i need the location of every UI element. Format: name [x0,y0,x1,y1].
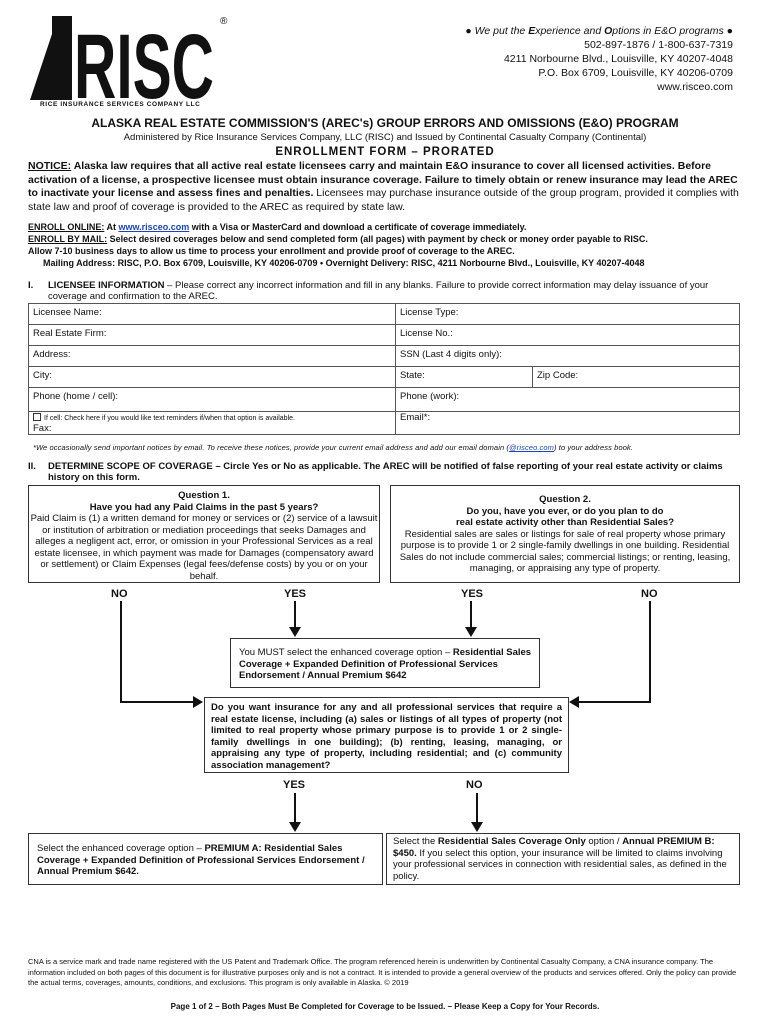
po-box-address: P.O. Box 6709, Louisville, KY 40206-0709 [538,67,733,79]
arrow-right-icon [193,696,203,708]
section-2-heading: II. DETERMINE SCOPE OF COVERAGE – Circle Yes or No as applicable. The AREC will be notified of false reporting of your real estate activity or claims history on this form. [28,461,723,483]
text-reminder-checkbox[interactable] [33,413,41,421]
flow-line-q1-yes [294,601,296,628]
license-no-field[interactable]: License No.: [396,325,740,346]
flow-line-q3-no [476,793,478,823]
any-all-services-question-box: Do you want insurance for any and all professional services that require a real estate license, including (a) sales or listings of all types of property (not limited to real property whose primary purpose is to provide 1 or 2 single-family dwellings in one building); (b) renting, leasing, managing, or appraising any type of property, including residential; and (c) community association management? [204,697,569,773]
q3-no-option[interactable]: NO [466,779,483,791]
email-domain-link[interactable]: @risceo.com [509,443,555,452]
notice-label: NOTICE: [28,160,72,172]
notice-bold-text: Alaska law requires that all active real estate licensees carry and maintain E&O insurance to cover all licensed activities. Before activation of a license, a prospective licensee must obtain insurance coverage. Failure to timely obtain or renew insurance may lead the AREC to inactivate your license and assess fines and penalties. [28,160,738,199]
arrow-down-icon [471,822,483,832]
question-1-title: Question 1. [178,490,230,501]
q1-no-option[interactable]: NO [111,588,128,600]
fax-cell [29,412,396,435]
q3-yes-option[interactable]: YES [283,779,306,791]
tagline: ● We put the Experience and Options in E&O programs ● [465,25,733,37]
question-1-desc: Paid Claim is (1) a written demand for money or services or (2) service of a lawsuit or institution of arbitration or mediation proceedings that seeks Damages and alleges a negligent act, error, or omission in your Professional Services as a real estate licensee, in which payment was made for Damages (compensatory award or settlement) or Claim Expenses (legal fees/defense costs) by you or on your behalf. [30,513,378,582]
question-2-text-2: real estate activity other than Residential Sales? [455,517,675,528]
email-footnote: *We occasionally send important notices by email. To receive these notices, provide your current email address and add our email domain (@risceo.com) to your address book. [33,443,634,452]
licensee-name-field[interactable]: Licensee Name: [29,304,396,325]
notice-paragraph [28,160,744,214]
question-2-desc: Residential sales are sales or listings for sale of real property whose primary purpose is to provide 1 or 2 single-family dwellings in one building. Residential Sales do not include commercial sales; commercial listings; or renting, leasing, managing, or appraising any type of property. [399,528,731,574]
address-field[interactable]: Address: [29,346,396,367]
section-1-heading: I. LICENSEE INFORMATION – Please correct any incorrect information and fill in any blanks. Failure to provide correct information may delay issuance of your coverage and confirmation to the AREC. [28,280,709,302]
phone-work-field[interactable]: Phone (work): [396,388,740,412]
question-2-title: Question 2. [539,494,591,505]
risc-logo [30,14,235,114]
q2-no-option[interactable]: NO [641,588,658,600]
flow-line-right-horizontal [576,701,651,703]
arrow-left-icon [569,696,579,708]
risc-logo-mark [30,14,230,100]
risceo-link[interactable]: www.risceo.com [118,222,190,232]
premium-b-box[interactable]: Select the Residential Sales Coverage Only option / Annual PREMIUM B: $450. If you select this option, your insurance will be limited to claims involving your professional services in connection with residential sales, as defined in the policy. [386,833,740,885]
phone-home-field[interactable]: Phone (home / cell): [29,388,396,412]
phone-numbers: 502-897-1876 / 1-800-637-7319 [584,39,733,51]
svg-text:RISC: RISC [74,16,214,100]
ssn-field[interactable]: SSN (Last 4 digits only): [396,346,740,367]
arrow-down-icon [289,627,301,637]
firm-field[interactable]: Real Estate Firm: [29,325,396,346]
enroll-instructions: ENROLL ONLINE: At www.risceo.com with a Visa or MasterCard and download a certificate of coverage immediately. ENROLL BY MAIL: Select desired coverages below and send completed form (all pages) with payment by check or money order payable to RISC. Allow 7-10 business days to allow us time to process your enrollment and provide proof of coverage to the AREC. Mailing Address: RISC, P.O. Box 6709, Louisville, KY 40206-0709 • Overnight Delivery: RISC, 4211 Norbourne Blvd., Louisville, KY 40207-4048 [28,221,744,269]
flow-line-left-horizontal [120,701,197,703]
question-2-text-1: Do you, have you ever, or do you plan to do [466,505,664,517]
contact-block [465,24,733,94]
flow-line-q3-yes [294,793,296,823]
arrow-down-icon [465,627,477,637]
registered-mark: ® [220,16,228,27]
flow-line-q1-no [120,601,122,702]
q1-yes-option[interactable]: YES [284,588,307,600]
premium-a-box[interactable]: Select the enhanced coverage option – PREMIUM A: Residential Sales Coverage + Expanded Definition of Professional Services Endorsement / Annual Premium $642. [28,833,383,885]
notice-normal-text: Licensees may purchase insurance outside of the group program, provided it complies with state law and proof of coverage is provided to the AREC as required by state law. [28,187,739,213]
enroll-mail-label: ENROLL BY MAIL: [28,234,108,244]
state-field[interactable]: State: [396,367,533,388]
mailing-address: Mailing Address: RISC, P.O. Box 6709, Louisville, KY 40206-0709 • Overnight Delivery: RISC, 4211 Norbourne Blvd., Louisville, KY 40207-4048 [43,258,645,268]
street-address: 4211 Norbourne Blvd., Louisville, KY 40207-4048 [503,53,733,65]
enroll-online-label: ENROLL ONLINE: [28,222,105,232]
question-2-box [390,485,740,583]
zip-field[interactable]: Zip Code: [533,367,740,388]
page-title: ALASKA REAL ESTATE COMMISSION'S (AREC's) GROUP ERRORS AND OMISSIONS (E&O) PROGRAM [91,116,679,130]
fax-field[interactable]: Fax: [33,423,52,434]
enroll-processing-time: Allow 7-10 business days to allow us time to process your enrollment and provide proof of coverage to the AREC. [28,246,515,256]
license-type-field[interactable]: License Type: [396,304,740,325]
flow-line-q2-no [649,601,651,702]
administered-by: Administered by Rice Insurance Services Company, LLC (RISC) and Issued by Continental Casualty Company (Continental) [123,132,647,143]
cna-disclaimer: CNA is a service mark and trade name registered with the US Patent and Trademark Office. The program referenced herein is underwritten by Continental Casualty Company, a CNA insurance company. The information included on both pages of this document is for illustrative purposes only and is not a contract. It is intended to provide a general overview of the products and services offered. Only the policy can provide the actual terms, coverages, amounts, conditions, and exclusions. This program is only available in Alaska. © 2019 [28,957,737,987]
form-name: ENROLLMENT FORM – PRORATED [275,146,495,158]
flow-line-q2-yes [470,601,472,628]
q2-yes-option[interactable]: YES [461,588,484,600]
city-field[interactable]: City: [29,367,396,388]
licensee-info-table [28,303,740,435]
page-footer: Page 1 of 2 – Both Pages Must Be Completed for Coverage to be Issued. – Please Keep a Copy for Your Records. [170,1002,600,1011]
logo-subtitle: RICE INSURANCE SERVICES COMPANY LLC [40,101,201,108]
question-1-box [28,485,380,583]
email-field[interactable]: Email*: [396,412,740,435]
question-1-text: Have you had any Paid Claims in the past 5 years? [89,501,319,513]
text-reminder-label: If cell: Check here if you would like text reminders if/when that option is available. [44,415,295,422]
must-select-enhanced-box: You MUST select the enhanced coverage option – Residential Sales Coverage + Expanded Definition of Professional Services Endorsement / Annual Premium $642 [230,638,540,688]
website-link[interactable]: www.risceo.com [657,81,733,93]
arrow-down-icon [289,822,301,832]
